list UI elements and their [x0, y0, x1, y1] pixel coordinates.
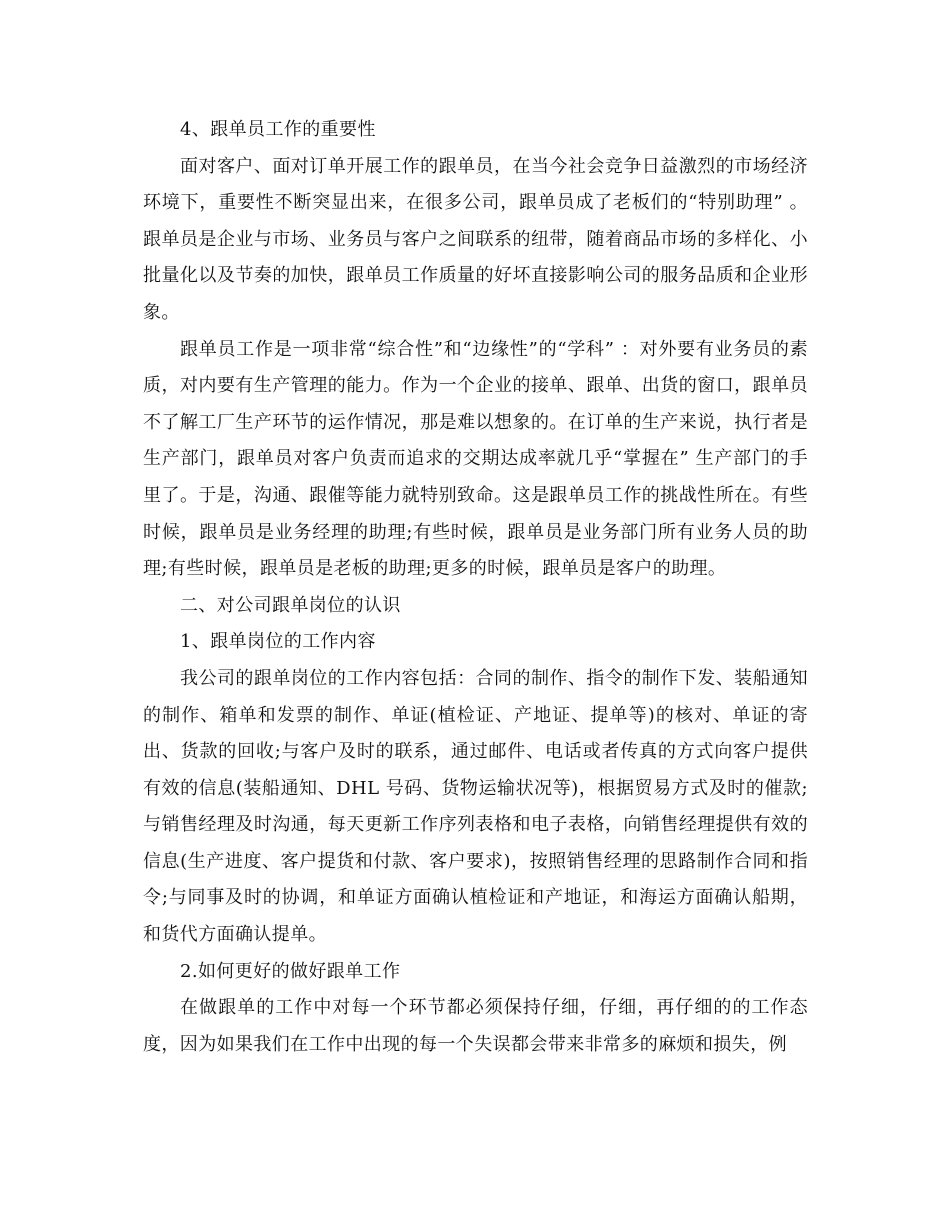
- section-heading-importance: 4、跟单员工作的重要性: [180, 119, 376, 140]
- paragraph-importance: 面对客户、面对订单开展工作的跟单员，在当今社会竞争日益激烈的市场经济环境下，重要性不断突显出来，在很多公司，跟单员成了老板们的“特别助理” 。跟单员是企业与市场、业务员与客户之间联系的纽带，随着商品市场的多样化、小批量化以及节奏的加快，跟单员工作质量的好坏直接影响公司的服务品质和企业形象。: [143, 155, 808, 323]
- paragraph-do-better: 在做跟单的工作中对每一个环节都必须保持仔细，仔细，再仔细的的工作态度，因为如果我们在工作中出现的每一个失误都会带来非常多的麻烦和损失，例: [143, 997, 808, 1055]
- paragraph-job-content: 我公司的跟单岗位的工作内容包括：合同的制作、指令的制作下发、装船通知的制作、箱单和发票的制作、单证(植检证、产地证、提单等)的核对、单证的寄出、货款的回收;与客户及时的联系，通过邮件、电话或者传真的方式向客户提供有效的信息(装船通知、DHL 号码、货物运输状况等)，根据贸易方式及时的催款;与销售经理及时沟通，每天更新工作序列表格和电子表格，向销售经理提供有效的信息(生产进度、客户提货和付款、客户要求)，按照销售经理的思路制作合同和指令;与同事及时的协调，和单证方面确认植检证和产地证，和海运方面确认船期，和货代方面确认提单。: [143, 667, 808, 946]
- section-heading-understanding: 二、对公司跟单岗位的认识: [180, 594, 401, 616]
- document-body: [143, 112, 808, 1063]
- subheading-job-content: 1、跟单岗位的工作内容: [180, 631, 376, 653]
- subheading-do-better: 2.如何更好的做好跟单工作: [180, 960, 401, 982]
- paragraph-comprehensive: 跟单员工作是一项非常“综合性”和“边缘性”的“学科” ：对外要有业务员的素质，对内要有生产管理的能力。作为一个企业的接单、跟单、出货的窗口，跟单员不了解工厂生产环节的运作情况，那是难以想象的。在订单的生产来说，执行者是生产部门，跟单员对客户负责而追求的交期达成率就几乎“掌握在” 生产部门的手里了。于是，沟通、跟催等能力就特别致命。这是跟单员工作的挑战性所在。有些时候，跟单员是业务经理的助理;有些时候，跟单员是业务部门所有业务人员的助理;有些时候，跟单员是老板的助理;更多的时候，跟单员是客户的助理。: [143, 338, 808, 580]
